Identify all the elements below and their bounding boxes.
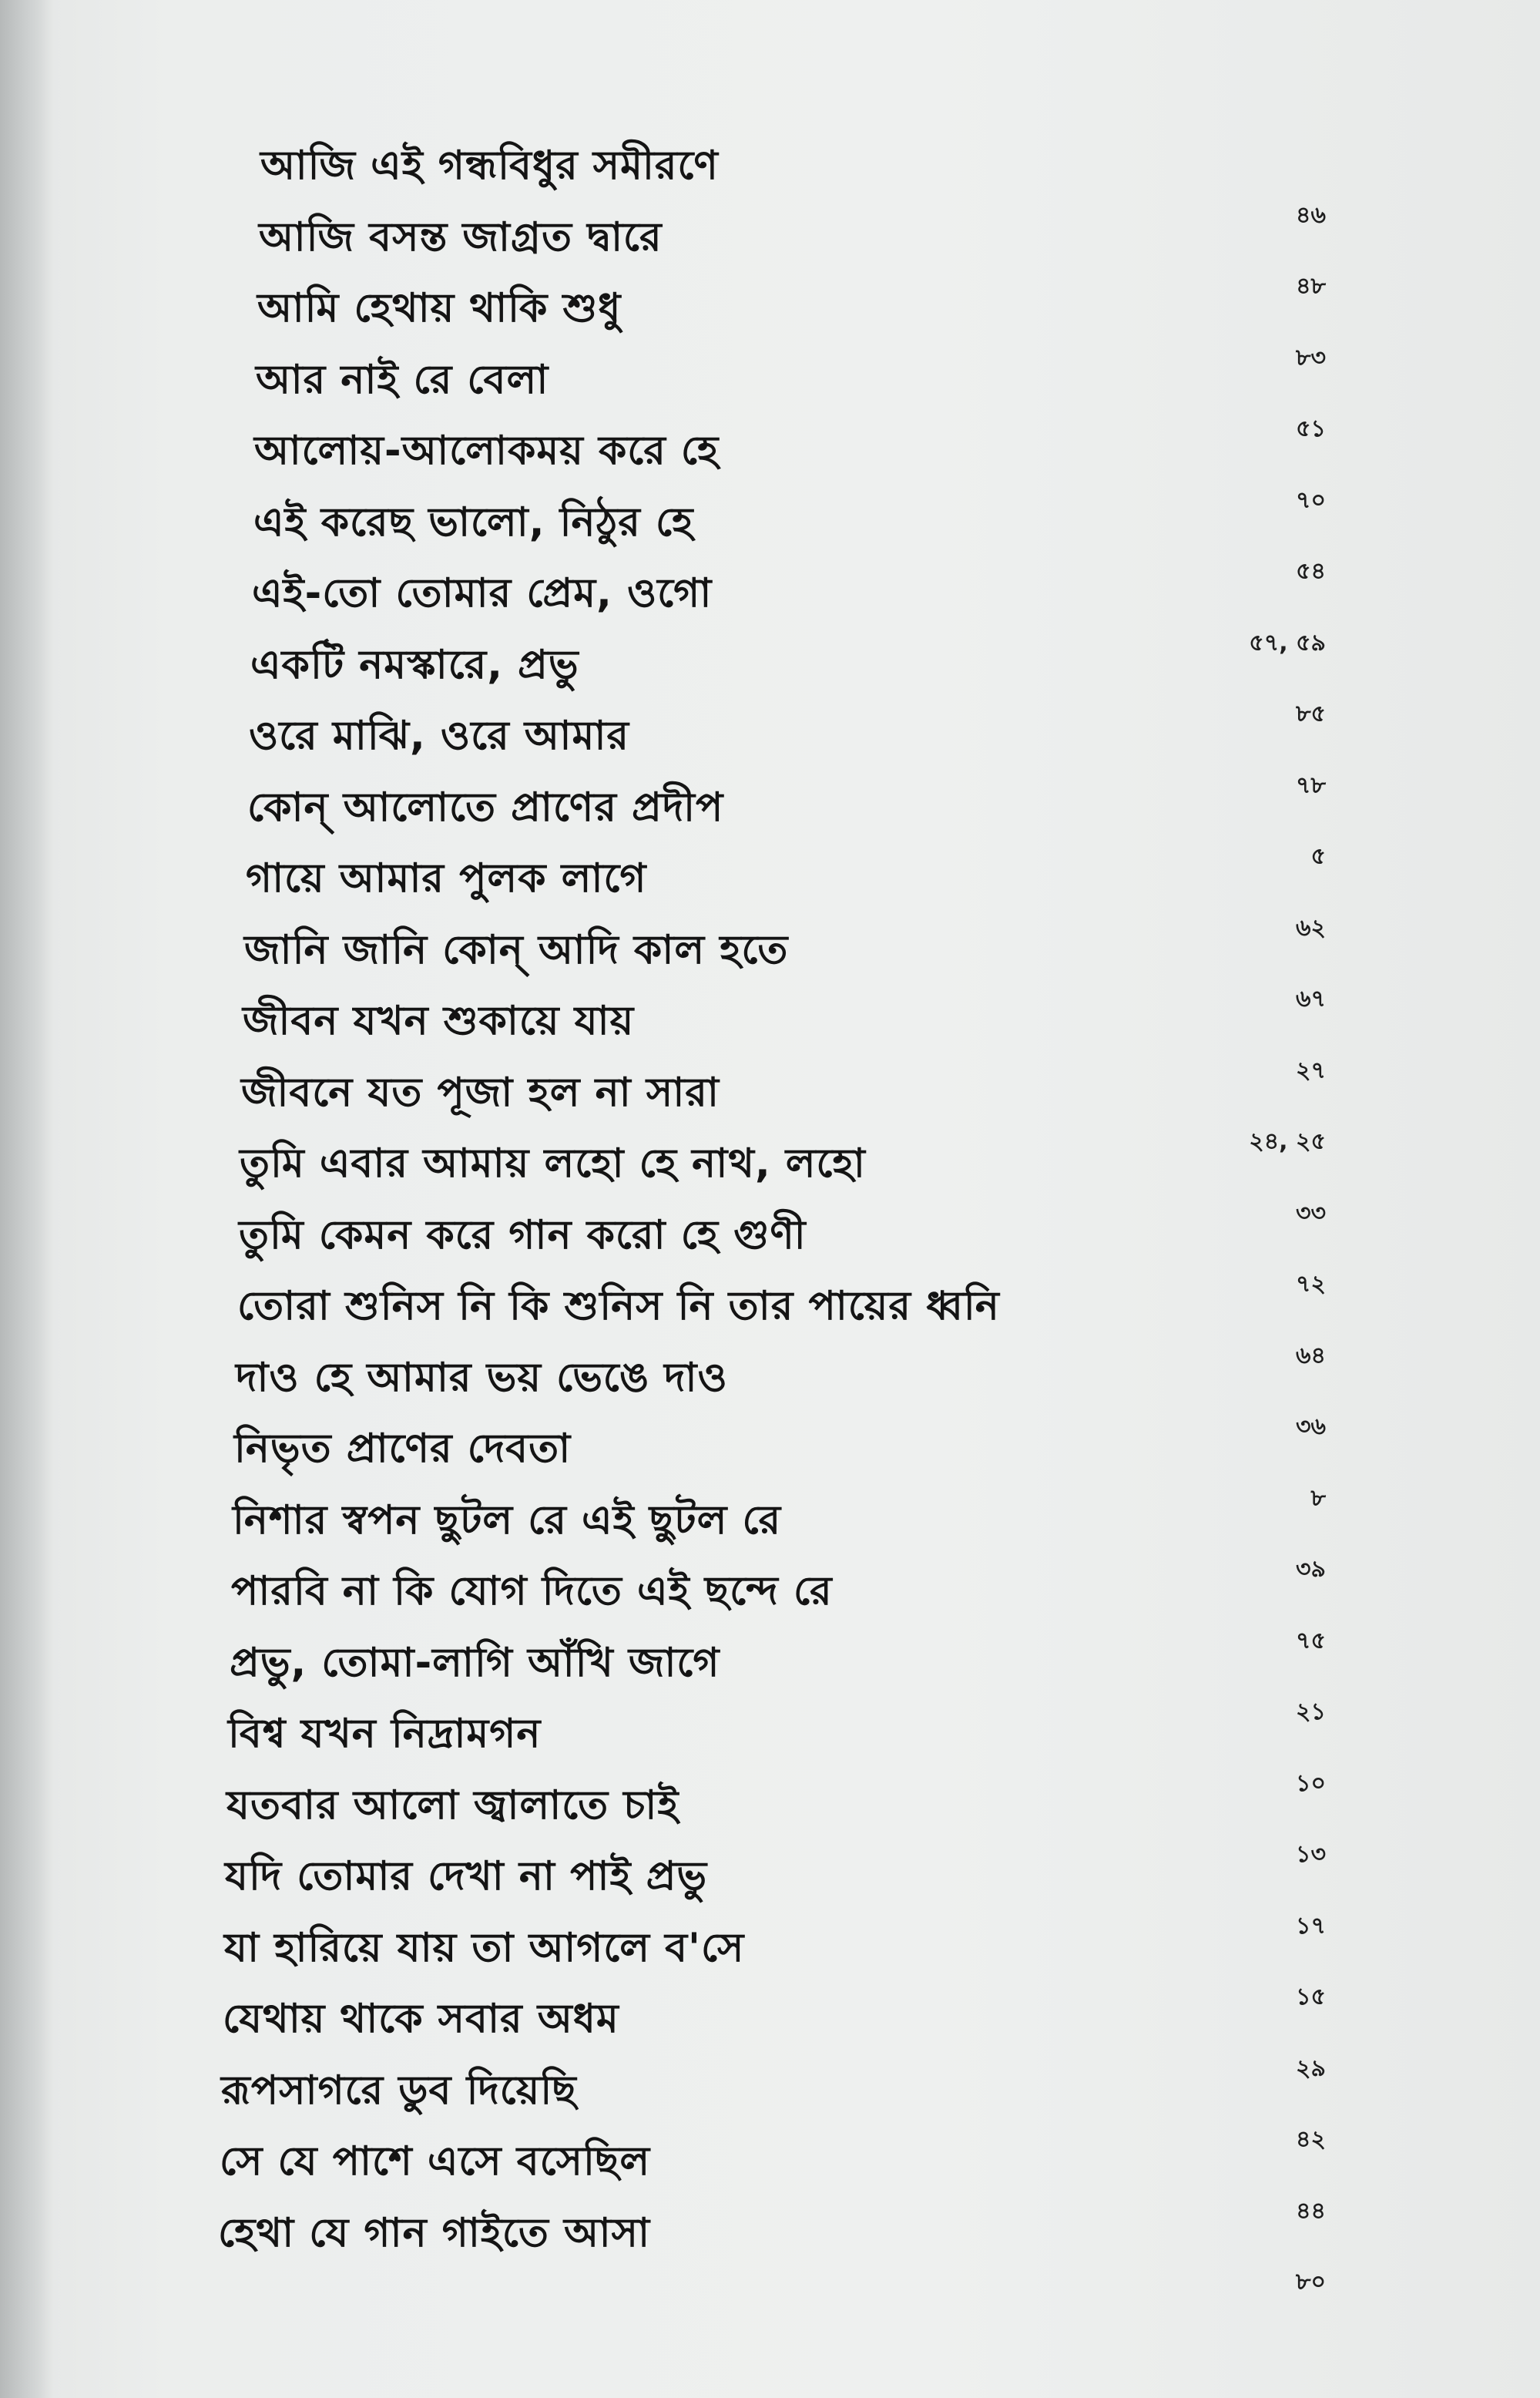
entry-page-number: ৪৪ bbox=[1296, 2197, 1326, 2225]
entry-page-number: ২৭ bbox=[1295, 1056, 1326, 1084]
index-entry bbox=[0, 558, 1540, 633]
entry-title: তোরা শুনিস নি কি শুনিস নি তার পায়ের ধ্বনি bbox=[237, 1283, 1000, 1329]
index-entry bbox=[0, 2269, 1540, 2344]
entry-title: যদি তোমার দেখা না পাই প্রভু bbox=[225, 1853, 708, 1899]
entry-page-number: ৭০ bbox=[1295, 486, 1326, 514]
index-entry bbox=[0, 1627, 1540, 1703]
entry-title: পারবি না কি যোগ দিতে এই ছন্দে রে bbox=[231, 1568, 833, 1614]
entry-page-number: ৫১ bbox=[1296, 415, 1326, 442]
entry-page-number: ৪২ bbox=[1296, 2126, 1326, 2153]
entry-title: হেথা যে গান গাইতে আসা bbox=[218, 2209, 651, 2256]
entry-page-number: ৪৬ bbox=[1296, 201, 1326, 229]
entry-title: যেথায় থাকে সবার অধম bbox=[223, 1996, 619, 2042]
entry-title: সে যে পাশে এসে বসেছিল bbox=[220, 2138, 651, 2185]
index-entry bbox=[0, 914, 1540, 990]
entry-page-number: ২৪, ২৫ bbox=[1249, 1128, 1326, 1155]
index-entry bbox=[0, 1983, 1540, 2059]
entry-page-number: ৩৬ bbox=[1295, 1413, 1326, 1440]
entry-page-number: ১৩ bbox=[1296, 1841, 1326, 1868]
entry-page-number: ৮৫ bbox=[1296, 700, 1326, 727]
entry-title: গায়ে আমার পুলক লাগে bbox=[246, 855, 647, 902]
index-entry bbox=[0, 1484, 1540, 1560]
entry-title: একটি নমস্কারে, প্রভু bbox=[250, 641, 579, 688]
entry-page-number: ৩৯ bbox=[1296, 1556, 1326, 1583]
entry-page-number: ৬৭ bbox=[1295, 986, 1326, 1013]
entry-title: যা হারিয়ে যায় তা আগলে ব'সে bbox=[224, 1924, 745, 1971]
entry-page-number: ৩৩ bbox=[1295, 1199, 1326, 1227]
entry-page-number: ৭২ bbox=[1295, 1271, 1326, 1298]
entry-page-number: ২৯ bbox=[1296, 2054, 1326, 2082]
entry-page-number: ৭৮ bbox=[1296, 771, 1326, 799]
entry-page-number: ৮৩ bbox=[1296, 344, 1326, 371]
index-entry bbox=[0, 843, 1540, 919]
index-entry bbox=[0, 1912, 1540, 1988]
entry-page-number: ৪৮ bbox=[1296, 273, 1326, 300]
index-entry bbox=[0, 1769, 1540, 1846]
index-entry bbox=[0, 486, 1540, 563]
entry-title: এই করেছ ভালো, নিঠুর হে bbox=[253, 499, 694, 546]
entry-page-number: ১০ bbox=[1296, 1769, 1326, 1797]
entry-title: বিশ্ব যখন নিদ্রামগন bbox=[228, 1711, 542, 1757]
index-entry bbox=[0, 986, 1540, 1061]
entry-page-number: ১৭ bbox=[1296, 1912, 1326, 1940]
entry-page-number: ৮ bbox=[1310, 1484, 1326, 1512]
entry-page-number: ৬২ bbox=[1295, 914, 1326, 942]
entry-title: তুমি এবার আমায় লহো হে নাথ, লহো bbox=[240, 1140, 866, 1187]
entry-page-number: ৭৫ bbox=[1296, 1627, 1326, 1654]
index-entry bbox=[0, 2126, 1540, 2202]
index-entry bbox=[0, 1556, 1540, 1631]
entry-title: ওরে মাঝি, ওরে আমার bbox=[249, 713, 630, 759]
entry-title: জীবন যখন শুকায়ে যায় bbox=[243, 998, 635, 1044]
entry-title: এই-তো তোমার প্রেম, ওগো bbox=[252, 570, 713, 616]
index-entry bbox=[0, 629, 1540, 705]
index-entry bbox=[0, 1342, 1540, 1418]
index-entry bbox=[0, 273, 1540, 348]
entry-page-number: ৫৪ bbox=[1296, 558, 1326, 585]
index-entry bbox=[0, 1128, 1540, 1204]
index-entry bbox=[0, 1841, 1540, 1916]
entry-page-number: ২১ bbox=[1296, 1698, 1326, 1725]
entry-title: আজি এই গন্ধবিধুর সমীরণে bbox=[260, 143, 719, 189]
index-entry bbox=[0, 415, 1540, 491]
index-entry bbox=[0, 1271, 1540, 1346]
entry-title: নিভৃত প্রাণের দেবতা bbox=[234, 1426, 572, 1472]
entry-title: জানি জানি কোন্ আদি কাল হতে bbox=[244, 926, 789, 973]
index-entry bbox=[0, 1698, 1540, 1774]
entry-title: যতবার আলো জ্বালাতে চাই bbox=[226, 1782, 679, 1829]
entry-title: জীবনে যত পূজা হল না সারা bbox=[241, 1069, 720, 1116]
index-entry bbox=[0, 135, 1540, 206]
index-entry bbox=[0, 2197, 1540, 2273]
index-entry bbox=[0, 2054, 1540, 2131]
entry-title: রূপসাগরে ডুব দিয়েছি bbox=[221, 2067, 577, 2114]
entry-title: আজি বসন্ত জাগ্রত দ্বারে bbox=[259, 213, 663, 260]
entry-title: আমি হেথায় থাকি শুধু bbox=[257, 285, 622, 331]
index-entry bbox=[0, 344, 1540, 420]
index-entry bbox=[0, 1199, 1540, 1275]
entry-title: আলোয়-আলোকময় করে হে bbox=[254, 428, 720, 474]
index-entry bbox=[0, 771, 1540, 848]
entry-page-number: ৫ bbox=[1310, 843, 1326, 870]
entry-page-number: ৫৭, ৫৯ bbox=[1249, 629, 1326, 657]
entry-title: তুমি কেমন করে গান করো হে গুণী bbox=[239, 1211, 807, 1258]
entry-title: দাও হে আমার ভয় ভেঙে দাও bbox=[236, 1354, 728, 1401]
entry-page-number: ৮০ bbox=[1296, 2269, 1326, 2296]
entry-page-number: ৬৪ bbox=[1296, 1342, 1326, 1369]
entry-page-number: ১৫ bbox=[1296, 1983, 1326, 2010]
index-entry bbox=[0, 1056, 1540, 1133]
entry-title: প্রভু, তোমা-লাগি আঁখি জাগে bbox=[230, 1639, 720, 1686]
index-entry bbox=[0, 201, 1540, 277]
entry-title: আর নাই রে বেলা bbox=[256, 356, 549, 403]
index-entry bbox=[0, 1413, 1540, 1489]
entry-title: নিশার স্বপন ছুটল রে এই ছুটল রে bbox=[233, 1496, 782, 1543]
index-entry bbox=[0, 700, 1540, 776]
entry-title: কোন্ আলোতে প্রাণের প্রদীপ bbox=[247, 784, 724, 831]
